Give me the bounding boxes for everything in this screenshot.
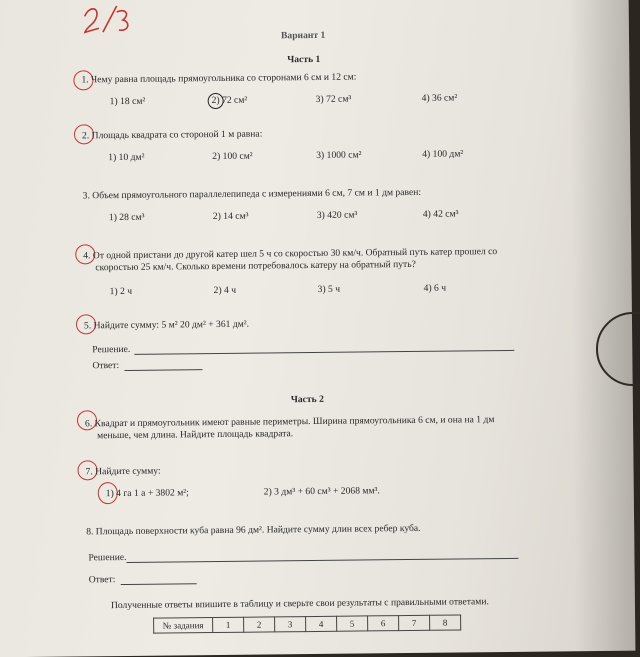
q4-option-4: 4) 6 ч	[423, 282, 447, 294]
table-header-cell: № задания	[154, 618, 213, 634]
table-header-cell: 1	[213, 617, 244, 632]
question-6-line2: меньше, чем длина. Найдите площадь квадрата.	[97, 428, 294, 442]
q2-option-4: 4) 100 дм²	[422, 148, 464, 160]
q5-answer-line	[124, 369, 202, 371]
q4-option-1: 1) 2 ч	[109, 285, 133, 298]
part2-title: Часть 2	[290, 393, 324, 406]
q5-answer-label: Ответ:	[92, 360, 120, 372]
q8-answer-label: Ответ:	[88, 574, 116, 586]
table-header-cell: 3	[275, 617, 306, 632]
q1-option-2: 2) 72 см²	[211, 94, 248, 107]
q8-answer-line	[121, 583, 197, 585]
q2-option-2: 2) 100 см²	[212, 150, 253, 163]
q5-solution-label: Решение.	[92, 343, 131, 356]
question-4-line2: скоростью 25 км/ч. Сколько времени потребовалось катеру на обратный путь?	[95, 258, 416, 274]
q3-option-2: 2) 14 см³	[212, 210, 249, 223]
table-header-cell: 5	[337, 616, 368, 631]
question-1-text: 1. Чему равна площадь прямоугольника со сторонами 6 см и 12 см:	[81, 71, 357, 86]
question-8-text: 8. Площадь поверхности куба равна 96 дм². Найдите сумму длин всех ребер куба.	[86, 522, 421, 538]
question-7-text: 7. Найдите сумму:	[85, 465, 161, 478]
question-4-line1: 4. От одной пристани до другой катер шел 5 ч со скоростью 30 км/ч. Обратный путь катер прошел со	[83, 246, 498, 262]
q8-solution-line	[126, 558, 518, 563]
table-header-cell: 7	[399, 615, 430, 630]
grade-mark-scribble	[77, 2, 137, 37]
q3-option-4: 4) 42 см³	[422, 208, 459, 220]
table-header-cell: 8	[430, 615, 461, 630]
question-3-text: 3. Объем прямоугольного параллелепипеда с измерениями 6 см, 7 см и 1 дм равен:	[82, 186, 422, 202]
q5-solution-line	[134, 350, 514, 355]
q4-option-3: 3) 5 ч	[317, 283, 341, 295]
table-header-cell: 4	[306, 616, 337, 631]
question-5-text: 5. Найдите сумму: 5 м² 20 дм² + 361 дм².	[83, 318, 250, 332]
q3-option-3: 3) 420 см³	[316, 209, 358, 221]
q1-option-4: 4) 36 см²	[421, 92, 458, 104]
q7-option-1: 1) 4 га 1 а + 3802 м²;	[105, 487, 189, 500]
question-6-line1: 6. Квадрат и прямоугольник имеют равные периметры. Ширина прямоугольника 6 см, и она на 1 дм	[84, 414, 495, 430]
q2-option-1: 1) 10 дм²	[108, 151, 145, 164]
q1-option-1: 1) 18 см²	[109, 95, 146, 108]
q4-option-2: 2) 4 ч	[213, 284, 237, 297]
variant-title: Вариант 1	[280, 29, 326, 42]
table-row	[154, 615, 461, 633]
q2-option-3: 3) 1000 см²	[316, 149, 362, 161]
footer-instruction: Полученные ответы впишите в таблицу и сверьте свои результаты с правильными ответами.	[110, 596, 489, 612]
q1-option-3: 3) 72 см³	[315, 93, 352, 105]
results-table	[153, 614, 461, 633]
q8-solution-label: Решение.	[88, 551, 127, 564]
part1-title: Часть 1	[287, 53, 321, 66]
table-header-cell: 2	[244, 617, 275, 632]
q3-option-1: 1) 28 см³	[108, 211, 145, 224]
q7-option-2: 2) 3 дм³ + 60 см³ + 2068 мм³.	[263, 485, 380, 498]
question-2-text: 2. Площадь квадрата со стороной 1 м равна:	[81, 128, 263, 142]
table-header-cell: 6	[368, 616, 399, 631]
